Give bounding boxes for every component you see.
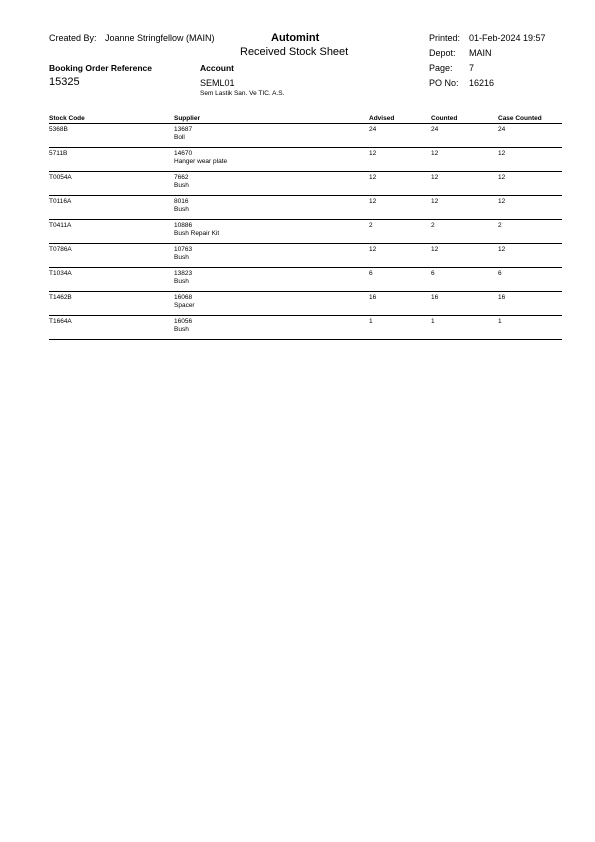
supplier-cell — [174, 124, 369, 148]
printed-label: Printed: — [429, 33, 461, 43]
table-row — [49, 220, 562, 244]
stock-code-cell: T1034A — [49, 268, 174, 292]
sheet-title: Received Stock Sheet — [240, 46, 349, 58]
advised-cell: 16 — [369, 292, 431, 316]
supplier-description: Bush — [174, 205, 189, 213]
case-counted-cell: 12 — [498, 172, 562, 196]
counted-cell: 6 — [431, 268, 498, 292]
supplier-cell — [174, 196, 369, 220]
supplier-cell — [174, 268, 369, 292]
table-row — [49, 292, 562, 316]
created-by-value: Joanne Stringfellow (MAIN) — [105, 33, 215, 43]
advised-cell: 12 — [369, 196, 431, 220]
counted-cell: 2 — [431, 220, 498, 244]
counted-cell: 12 — [431, 172, 498, 196]
counted-cell: 24 — [431, 124, 498, 148]
supplier-description: Hanger wear plate — [174, 157, 228, 165]
supplier-cell — [174, 244, 369, 268]
advised-cell: 6 — [369, 268, 431, 292]
booking-ref-label: Booking Order Reference — [49, 63, 152, 73]
counted-cell: 12 — [431, 196, 498, 220]
supplier-cell — [174, 148, 369, 172]
stock-code-cell: T1664A — [49, 316, 174, 340]
supplier-code: 13687 — [174, 126, 193, 133]
advised-cell: 1 — [369, 316, 431, 340]
case-counted-cell: 16 — [498, 292, 562, 316]
supplier-description: Bush — [174, 253, 189, 261]
supplier-description: Spacer — [174, 301, 195, 309]
advised-cell: 12 — [369, 244, 431, 268]
table-header-row — [49, 114, 562, 124]
table-row — [49, 196, 562, 220]
counted-cell: 1 — [431, 316, 498, 340]
table-row — [49, 124, 562, 148]
po-label: PO No: — [429, 78, 459, 88]
col-supplier: Supplier — [174, 114, 369, 124]
account-name: Sem Lastik San. Ve TIC. A.S. — [200, 90, 285, 97]
advised-cell: 2 — [369, 220, 431, 244]
supplier-code: 10886 — [174, 222, 193, 229]
supplier-code: 16056 — [174, 318, 193, 325]
stock-code-cell: 5711B — [49, 148, 174, 172]
col-advised: Advised — [369, 114, 431, 124]
po-value: 16216 — [469, 78, 495, 88]
case-counted-cell: 1 — [498, 316, 562, 340]
printed-value: 01-Feb-2024 19:57 — [469, 33, 546, 43]
table-row — [49, 148, 562, 172]
supplier-code: 14670 — [174, 150, 193, 157]
case-counted-cell: 12 — [498, 196, 562, 220]
supplier-cell — [174, 316, 369, 340]
table-row — [49, 244, 562, 268]
supplier-description: Bush — [174, 277, 189, 285]
stock-code-cell: T0786A — [49, 244, 174, 268]
supplier-code: 10763 — [174, 246, 193, 253]
advised-cell: 12 — [369, 172, 431, 196]
supplier-description: Bush — [174, 181, 189, 189]
supplier-description: Bush Repair Kit — [174, 229, 220, 237]
case-counted-cell: 24 — [498, 124, 562, 148]
supplier-description: Boll — [174, 133, 185, 141]
stock-code-cell: T1462B — [49, 292, 174, 316]
supplier-cell — [174, 220, 369, 244]
table-row — [49, 316, 562, 340]
advised-cell: 24 — [369, 124, 431, 148]
supplier-code: 16068 — [174, 294, 193, 301]
col-case-counted: Case Counted — [498, 114, 562, 124]
col-stock-code: Stock Code — [49, 114, 174, 124]
created-by-label: Created By: — [49, 33, 97, 43]
supplier-description: Bush — [174, 325, 189, 333]
counted-cell: 12 — [431, 244, 498, 268]
case-counted-cell: 12 — [498, 148, 562, 172]
supplier-code: 7662 — [174, 174, 189, 181]
case-counted-cell: 6 — [498, 268, 562, 292]
page-value: 7 — [469, 63, 475, 73]
supplier-cell — [174, 292, 369, 316]
page-label: Page: — [429, 63, 453, 73]
account-code: SEML01 — [200, 78, 235, 88]
supplier-code: 8016 — [174, 198, 189, 205]
stock-code-cell: T0411A — [49, 220, 174, 244]
stock-code-cell: T0054A — [49, 172, 174, 196]
stock-code-cell: T0116A — [49, 196, 174, 220]
table-row — [49, 172, 562, 196]
company-name: Automint — [271, 32, 320, 44]
stock-code-cell: 5368B — [49, 124, 174, 148]
depot-label: Depot: — [429, 48, 456, 58]
supplier-code: 13823 — [174, 270, 193, 277]
supplier-cell — [174, 172, 369, 196]
col-counted: Counted — [431, 114, 498, 124]
table-row — [49, 268, 562, 292]
counted-cell: 16 — [431, 292, 498, 316]
depot-value: MAIN — [469, 48, 492, 58]
counted-cell: 12 — [431, 148, 498, 172]
received-stock-table — [49, 114, 562, 340]
booking-ref-value: 15325 — [49, 76, 80, 88]
case-counted-cell: 12 — [498, 244, 562, 268]
advised-cell: 12 — [369, 148, 431, 172]
account-label: Account — [200, 63, 234, 73]
case-counted-cell: 2 — [498, 220, 562, 244]
